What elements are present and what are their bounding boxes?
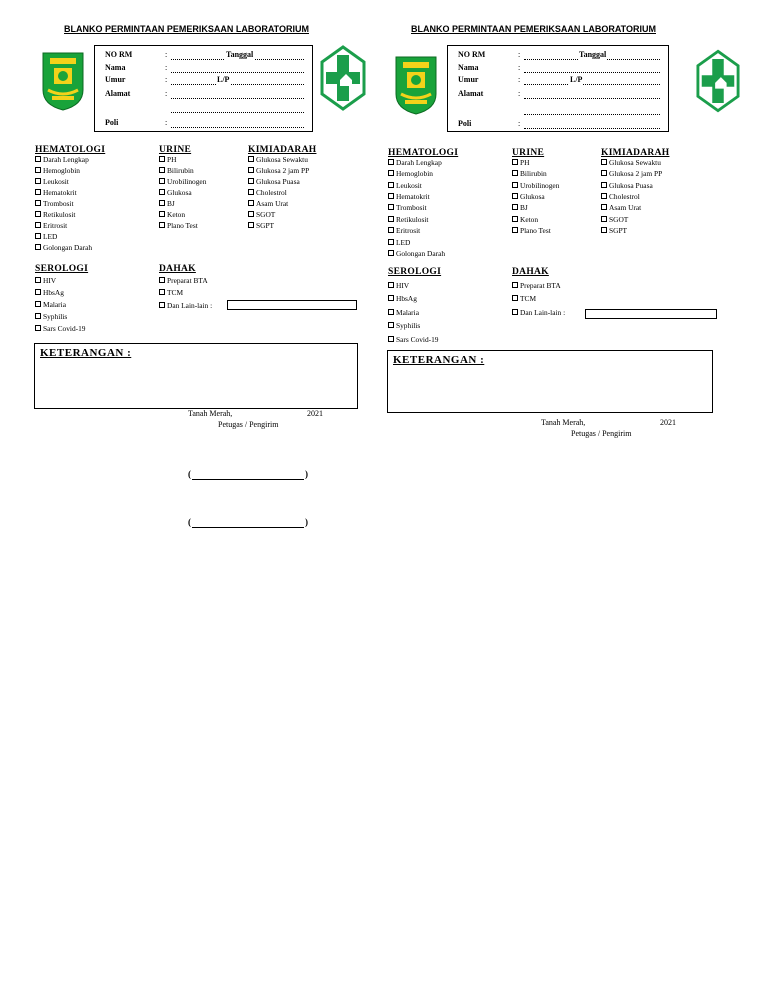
- checkbox-item[interactable]: Malaria: [388, 308, 419, 318]
- umur-label: Umur: [458, 75, 479, 84]
- umur-field[interactable]: [524, 76, 660, 85]
- serologi-title: SEROLOGI: [35, 264, 89, 274]
- signature-role: Petugas / Pengirim: [218, 420, 279, 429]
- checkbox-item[interactable]: Darah Lengkap: [35, 155, 89, 165]
- checkbox-item[interactable]: SGPT: [248, 221, 274, 231]
- kimiadarah-title: KIMIADARAH: [248, 145, 317, 155]
- patient-identity-box: NO RM : Tanggal Nama : Umur : L/P Alamat : Poli :: [94, 45, 313, 132]
- checkbox-item[interactable]: PH: [512, 158, 529, 168]
- signature-place: Tanah Merah,: [541, 418, 586, 427]
- poli-label: Poli: [105, 118, 119, 127]
- puskesmas-cross-icon: [696, 48, 740, 114]
- signature-role: Petugas / Pengirim: [571, 429, 632, 438]
- checkbox-item[interactable]: Plano Test: [512, 226, 551, 236]
- regency-emblem-icon: [393, 54, 439, 116]
- alamat-label: Alamat: [105, 89, 131, 98]
- checkbox-item[interactable]: Urobilinogen: [159, 177, 206, 187]
- checkbox-item[interactable]: HIV: [35, 276, 56, 286]
- nama-label: Nama: [105, 63, 126, 72]
- checkbox-item[interactable]: Glukosa 2 jam PP: [248, 166, 309, 176]
- lab-request-form-left: [0, 0, 384, 527]
- checkbox-item[interactable]: Bilirubin: [512, 169, 547, 179]
- keterangan-box[interactable]: [34, 343, 358, 409]
- checkbox-item[interactable]: Glukosa Sewaktu: [248, 155, 308, 165]
- checkbox-item[interactable]: Hemoglobin: [35, 166, 80, 176]
- alamat-field[interactable]: [524, 90, 660, 99]
- checkbox-item[interactable]: Hematokrit: [35, 188, 77, 198]
- checkbox-item[interactable]: Dan Lain-lain :: [512, 308, 565, 318]
- checkbox-item[interactable]: Sars Covid-19: [388, 335, 439, 345]
- nama-label: Nama: [458, 63, 479, 72]
- checkbox-item[interactable]: Preparat BTA: [512, 281, 561, 291]
- checkbox-item[interactable]: Hemoglobin: [388, 169, 433, 179]
- checkbox-item[interactable]: Glukosa: [512, 192, 545, 202]
- checkbox-item[interactable]: Trombosit: [35, 199, 74, 209]
- alamat-field[interactable]: [171, 90, 304, 99]
- alamat-label: Alamat: [458, 89, 484, 98]
- checkbox-item[interactable]: Asam Urat: [601, 203, 641, 213]
- urine-title: URINE: [159, 145, 192, 155]
- signature-place: Tanah Merah,: [188, 409, 233, 418]
- checkbox-item[interactable]: Eritrosit: [35, 221, 67, 231]
- checkbox-item[interactable]: Dan Lain-lain :: [159, 301, 212, 311]
- checkbox-item[interactable]: Asam Urat: [248, 199, 288, 209]
- checkbox-item[interactable]: Syphilis: [388, 321, 420, 331]
- checkbox-item[interactable]: Glukosa Puasa: [601, 181, 653, 191]
- dahak-title: DAHAK: [512, 267, 549, 277]
- keterangan-box[interactable]: [387, 350, 713, 413]
- poli-field[interactable]: [524, 120, 660, 129]
- checkbox-item[interactable]: Golongan Darah: [35, 243, 92, 253]
- tanggal-label: Tanggal: [226, 50, 254, 59]
- umur-label: Umur: [105, 75, 126, 84]
- checkbox-item[interactable]: TCM: [159, 288, 183, 298]
- puskesmas-cross-icon: [320, 45, 366, 111]
- tanggal-label: Tanggal: [579, 50, 607, 59]
- checkbox-item[interactable]: Cholestrol: [601, 192, 640, 202]
- checkbox-item[interactable]: HbsAg: [35, 288, 64, 298]
- checkbox-item[interactable]: BJ: [159, 199, 175, 209]
- alamat-field-line2[interactable]: [524, 106, 660, 115]
- nama-field[interactable]: [171, 64, 304, 73]
- kimiadarah-title: KIMIADARAH: [601, 148, 670, 158]
- checkbox-item[interactable]: Eritrosit: [388, 226, 420, 236]
- lp-label: L/P: [217, 75, 230, 84]
- checkbox-item[interactable]: Bilirubin: [159, 166, 194, 176]
- checkbox-item[interactable]: Leukosit: [35, 177, 69, 187]
- checkbox-item[interactable]: LED: [35, 232, 57, 242]
- patient-identity-box: NO RM : Tanggal Nama : Umur : L/P Alamat : Poli :: [447, 45, 669, 132]
- no-rm-label: NO RM: [105, 50, 133, 59]
- checkbox-item[interactable]: PH: [159, 155, 176, 165]
- checkbox-item[interactable]: Glukosa 2 jam PP: [601, 169, 662, 179]
- alamat-field-line2[interactable]: [171, 104, 304, 113]
- checkbox-item[interactable]: Retikulosit: [388, 215, 428, 225]
- serologi-title: SEROLOGI: [388, 267, 442, 277]
- keterangan-title: KETERANGAN :: [40, 347, 132, 359]
- checkbox-item[interactable]: Keton: [512, 215, 538, 225]
- no-rm-field[interactable]: [171, 51, 304, 60]
- checkbox-item[interactable]: Preparat BTA: [159, 276, 208, 286]
- keterangan-title: KETERANGAN :: [393, 354, 485, 366]
- form-title: BLANKO PERMINTAAN PEMERIKSAAN LABORATORIUM: [64, 24, 309, 34]
- poli-label: Poli: [458, 119, 472, 128]
- poli-field[interactable]: [171, 119, 304, 128]
- checkbox-item[interactable]: Glukosa Sewaktu: [601, 158, 661, 168]
- signature-line-2[interactable]: ( ): [188, 517, 308, 527]
- checkbox-item[interactable]: Glukosa: [159, 188, 192, 198]
- signature-year: 2021: [660, 418, 676, 427]
- checkbox-item[interactable]: Cholestrol: [248, 188, 287, 198]
- hematologi-title: HEMATOLOGI: [388, 148, 459, 158]
- checkbox-item[interactable]: BJ: [512, 203, 528, 213]
- checkbox-item[interactable]: Glukosa Puasa: [248, 177, 300, 187]
- lp-label: L/P: [570, 75, 583, 84]
- signature-year: 2021: [307, 409, 323, 418]
- dahak-lain-lain-input[interactable]: [227, 300, 357, 310]
- urine-title: URINE: [512, 148, 545, 158]
- no-rm-field[interactable]: [524, 51, 660, 60]
- checkbox-item[interactable]: Malaria: [35, 300, 66, 310]
- checkbox-item[interactable]: Urobilinogen: [512, 181, 559, 191]
- checkbox-item[interactable]: Leukosit: [388, 181, 422, 191]
- checkbox-item[interactable]: LED: [388, 238, 410, 248]
- no-rm-label: NO RM: [458, 50, 486, 59]
- form-title: BLANKO PERMINTAAN PEMERIKSAAN LABORATORIUM: [411, 24, 656, 34]
- checkbox-item[interactable]: SGOT: [601, 215, 628, 225]
- checkbox-item[interactable]: SGPT: [601, 226, 627, 236]
- checkbox-item[interactable]: Golongan Darah: [388, 249, 445, 259]
- checkbox-item[interactable]: Sars Covid-19: [35, 324, 86, 334]
- signature-line-1[interactable]: ( ): [188, 469, 308, 479]
- checkbox-item[interactable]: Retikulosit: [35, 210, 75, 220]
- checkbox-item[interactable]: SGOT: [248, 210, 275, 220]
- checkbox-item[interactable]: Darah Lengkap: [388, 158, 442, 168]
- nama-field[interactable]: [524, 64, 660, 73]
- umur-field[interactable]: [171, 76, 304, 85]
- hematologi-title: HEMATOLOGI: [35, 145, 106, 155]
- checkbox-item[interactable]: Hematokrit: [388, 192, 430, 202]
- checkbox-item[interactable]: Plano Test: [159, 221, 198, 231]
- checkbox-item[interactable]: TCM: [512, 294, 536, 304]
- checkbox-item[interactable]: Trombosit: [388, 203, 427, 213]
- lab-request-form-right: [384, 0, 768, 460]
- checkbox-item[interactable]: Syphilis: [35, 312, 67, 322]
- checkbox-item[interactable]: Keton: [159, 210, 185, 220]
- dahak-lain-lain-input[interactable]: [585, 309, 717, 319]
- regency-emblem-icon: [40, 50, 86, 112]
- checkbox-item[interactable]: HIV: [388, 281, 409, 291]
- dahak-title: DAHAK: [159, 264, 196, 274]
- checkbox-item[interactable]: HbsAg: [388, 294, 417, 304]
